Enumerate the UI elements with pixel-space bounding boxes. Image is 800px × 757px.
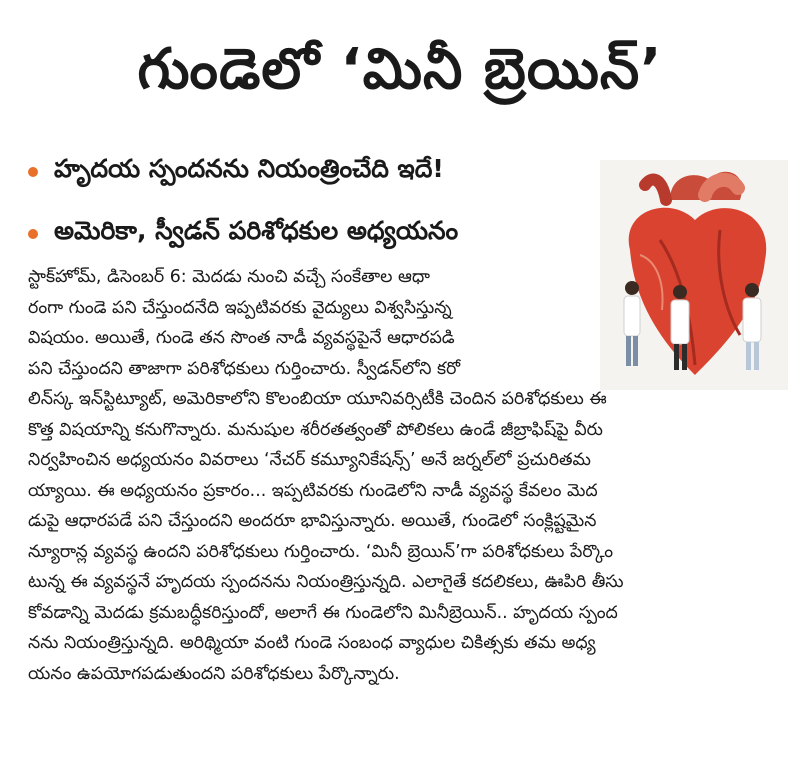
bullet-dot-icon <box>28 167 38 177</box>
article-line: నిర్వహించిన అధ్యయనం వివరాలు ‘నేచర్ కమ్యూనికేషన్స్’ అనే జర్నల్‌లో ప్రచురితమ <box>28 450 591 470</box>
article-line: నను నియంత్రిస్తున్నది. అరిథ్మియా వంటి గుండె సంబంధ వ్యాధుల చికిత్సకు తమ అధ్య <box>28 633 596 653</box>
article-line: లిన్‌స్క ఇన్‌స్టిట్యూట్, అమెరికాలోని కొలంబియా యూనివర్సిటీకి చెందిన పరిశోధకులు ఈ <box>28 389 607 409</box>
article-body <box>28 262 784 689</box>
bullet-dot-icon <box>28 229 38 239</box>
article-line: టున్న ఈ వ్యవస్థనే హృదయ స్పందనను నియంత్రిస్తున్నది. ఎలాగైతే కదలికలు, ఊపిరి తీసు <box>28 572 624 592</box>
headline: గుండెలో ‘మినీ బ్రెయిన్’ <box>137 37 663 102</box>
article-line: కోవడాన్ని మెదడు క్రమబద్ధీకరిస్తుందో, అలాగే ఈ గుండెలోని మినీబ్రెయిన్.. హృదయ స్పంద <box>28 602 618 623</box>
article-line: య్యాయి. ఈ అధ్యయనం ప్రకారం... ఇప్పటివరకు గుండెలోని నాడీ వ్యవస్థ కేవలం మెద <box>28 480 598 501</box>
article-line: యనం ఉపయోగపడుతుందని పరిశోధకులు పేర్కొన్నారు. <box>28 663 400 684</box>
bullet-item <box>28 146 588 198</box>
article-line: పని చేస్తుందని తాజాగా పరిశోధకులు గుర్తించారు. స్వీడన్‌లోని కరో <box>28 358 461 379</box>
bullet-item <box>28 208 588 260</box>
bullet-text: అమెరికా, స్వీడన్ పరిశోధకుల అధ్యయనం <box>54 216 459 245</box>
article-line: న్యూరాన్ల వ్యవస్థ ఉందని పరిశోధకులు గుర్తించారు. ‘మినీ బ్రెయిన్’గా పరిశోధకులు పేర్కొం <box>28 541 614 562</box>
article-line: రంగా గుండె పని చేస్తుందనేది ఇప్పటివరకు వైద్యులు విశ్వసిస్తున్న <box>28 297 452 318</box>
article-line: స్టాక్‌హోమ్, డిసెంబర్ 6: మెదడు నుంచి వచ్చే సంకేతాల ఆధా <box>28 267 430 287</box>
article-line: కొత్త విషయాన్ని కనుగొన్నారు. మనుషుల శరీరతత్వంతో పోలికలు ఉండే జీబ్రాఫిష్‌పై వీరు <box>28 419 603 440</box>
article-line: డుపై ఆధారపడే పని చేస్తుందని అందరూ భావిస్తున్నారు. అయితే, గుండెలో సంక్లిష్టమైన <box>28 511 597 531</box>
bullet-list <box>28 146 588 270</box>
article-line: విషయం. అయితే, గుండె తన సొంత నాడీ వ్యవస్థపైనే ఆధారపడి <box>28 328 455 348</box>
bullet-text: హృదయ స్పందనను నియంత్రించేది ఇదే! <box>54 154 444 183</box>
